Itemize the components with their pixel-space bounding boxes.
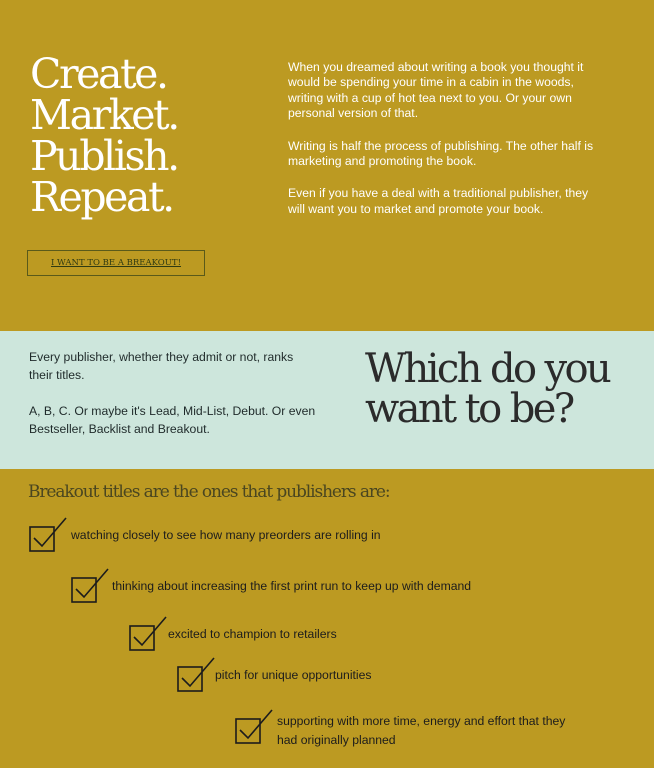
list-item-text: watching closely to see how many preorders are rolling in <box>71 527 381 542</box>
hero-section <box>0 0 654 331</box>
ranking-text <box>29 348 319 456</box>
checkbox-check-icon <box>29 516 67 554</box>
list-item-text: thinking about increasing the first print run to keep up with demand <box>112 578 472 593</box>
headline-line-publish: Publish. <box>30 132 178 180</box>
checkbox-check-icon <box>177 656 215 694</box>
breakout-cta-button[interactable]: I WANT TO BE A BREAKOUT! <box>27 250 205 276</box>
headline-line-create: Create. <box>30 50 167 98</box>
ranking-paragraph: A, B, C. Or maybe it's Lead, Mid-List, Debut. Or even Bestseller, Backlist and Breakout. <box>29 404 316 436</box>
ranking-band <box>0 331 654 469</box>
checkbox-check-icon <box>71 567 109 605</box>
breakout-list-title: Breakout titles are the ones that publishers are: <box>28 482 390 502</box>
headline-line-repeat: Repeat. <box>30 173 173 221</box>
intro-paragraph: Even if you have a deal with a traditional publisher, they will want you to market and promote your book. <box>288 186 589 216</box>
headline-line-market: Market. <box>30 91 178 139</box>
list-item <box>177 656 372 694</box>
list-item <box>71 567 471 605</box>
checkbox-check-icon <box>235 708 273 746</box>
hero-headline <box>30 50 178 221</box>
ranking-paragraph: Every publisher, whether they admit or not, ranks their titles. <box>29 350 294 382</box>
list-item <box>129 615 337 653</box>
list-item <box>235 708 567 750</box>
which-heading: Which do you want to be? <box>365 346 610 432</box>
intro-paragraph: When you dreamed about writing a book you thought it would be spending your time in a cabin in the woods, writing with a cup of hot tea next to you. Or your own personal version of that. <box>288 60 584 121</box>
list-item-text: excited to champion to retailers <box>168 626 337 641</box>
list-item <box>29 516 381 554</box>
list-item-text: supporting with more time, energy and effort that they had originally planned <box>277 714 566 747</box>
list-item-text: pitch for unique opportunities <box>215 667 372 682</box>
checkbox-check-icon <box>129 615 167 653</box>
intro-paragraph: Writing is half the process of publishing. The other half is marketing and promoting the book. <box>288 138 594 169</box>
intro-text <box>288 60 608 234</box>
